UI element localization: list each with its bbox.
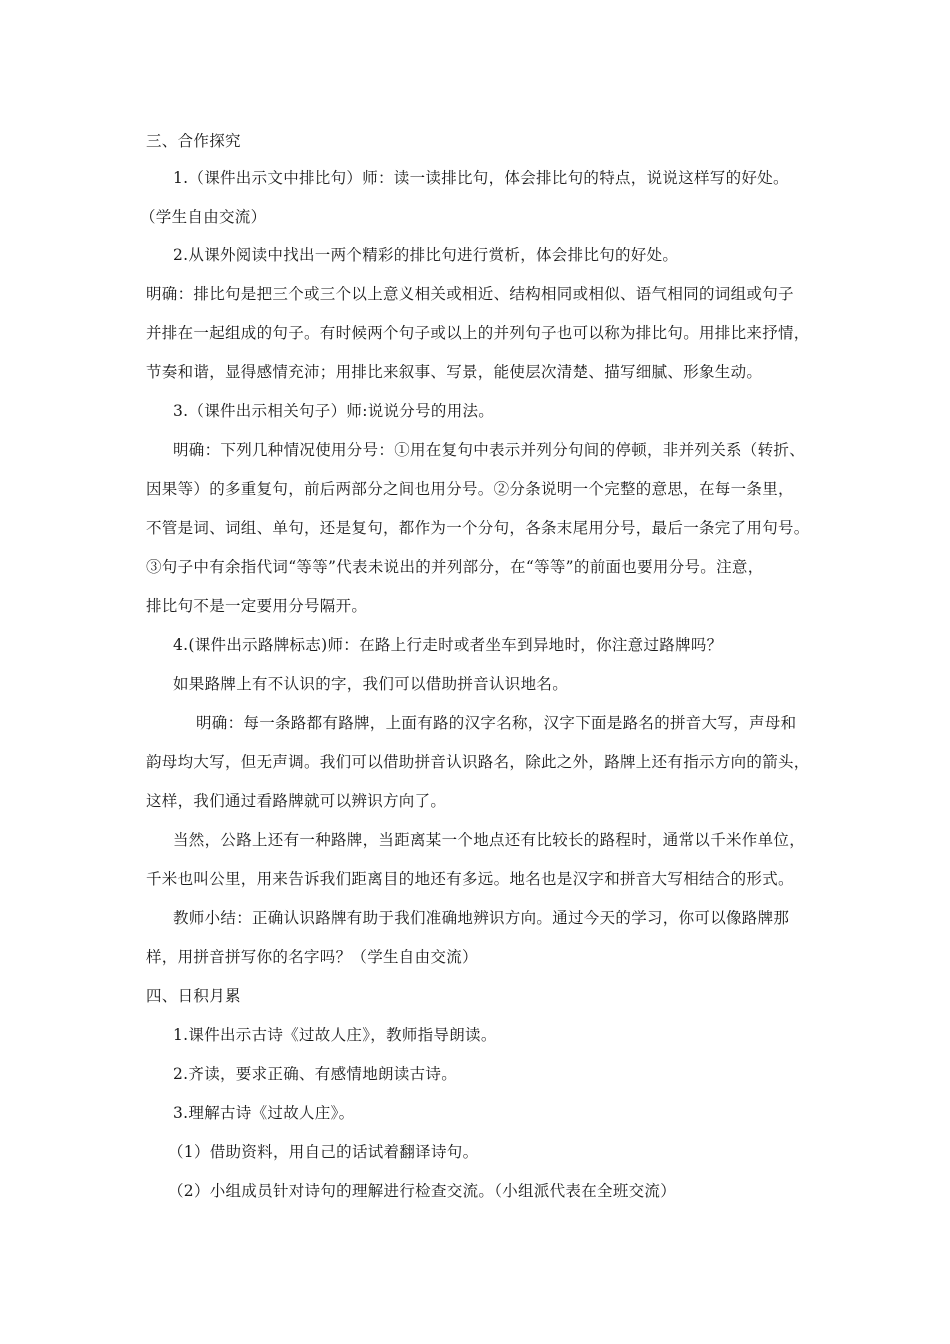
paragraph-line: 不管是词、词组、单句，还是复句，都作为一个分句，各条末尾用分号，最后一条完了用句号。 [146,519,810,537]
paragraph-line: 当然，公路上还有一种路牌，当距离某一个地点还有比较长的路程时，通常以千米作单位， [173,831,806,849]
paragraph-line: 明确：排比句是把三个或三个以上意义相关或相近、结构相同或相似、语气相同的词组或句子 [146,285,794,303]
paragraph-line: 因果等）的多重复句，前后两部分之间也用分号。②分条说明一个完整的意思，在每一条里， [146,480,794,498]
paragraph-line: 3.（课件出示相关句子）师:说说分号的用法。 [173,402,495,420]
paragraph-line: 明确：下列几种情况使用分号：①用在复句中表示并列分句间的停顿，非并列关系（转折、 [173,441,806,459]
paragraph-line: 教师小结：正确认识路牌有助于我们准确地辨识方向。通过今天的学习，你可以像路牌那 [173,909,790,927]
paragraph-line: 千米也叫公里，用来告诉我们距离目的地还有多远。地名也是汉字和拼音大写相结合的形式。 [146,870,794,888]
paragraph-line: 1.课件出示古诗《过故人庄》，教师指导朗读。 [173,1026,497,1044]
paragraph-line: （1）借助资料，用自己的话试着翻译诗句。 [168,1143,479,1161]
paragraph-line: 1.（课件出示文中排比句）师：读一读排比句，体会排比句的特点，说说这样写的好处。 [173,169,789,187]
paragraph-line: 这样，我们通过看路牌就可以辨识方向了。 [146,792,447,810]
paragraph-line: （学生自由交流） [140,208,267,226]
paragraph-line: 韵母均大写，但无声调。我们可以借助拼音认识路名，除此之外，路牌上还有指示方向的箭头， [146,753,810,771]
paragraph-line: 明确：每一条路都有路牌，上面有路的汉字名称，汉字下面是路名的拼音大写，声母和 [196,714,797,732]
paragraph-line: 并排在一起组成的句子。有时候两个句子或以上的并列句子也可以称为排比句。用排比来抒情， [146,324,810,342]
paragraph-line: 如果路牌上有不认识的字，我们可以借助拼音认识地名。 [173,675,569,693]
section-heading-daily-accumulation: 四、日积月累 [146,987,241,1005]
paragraph-line: 排比句不是一定要用分号隔开。 [146,597,368,615]
paragraph-line: 4.(课件出示路牌标志)师：在路上行走时或者坐车到异地时，你注意过路牌吗？ [173,636,723,654]
paragraph-line: 节奏和谐，显得感情充沛；用排比来叙事、写景，能使层次清楚、描写细腻、形象生动。 [146,363,763,381]
paragraph-line: （2）小组成员针对诗句的理解进行检查交流。（小组派代表在全班交流） [168,1182,677,1200]
paragraph-line: ③句子中有余指代词“等等”代表未说出的并列部分，在“等等”的前面也要用分号。注意， [146,558,764,576]
paragraph-line: 2.齐读，要求正确、有感情地朗读古诗。 [173,1065,457,1083]
paragraph-line: 3.理解古诗《过故人庄》。 [173,1104,355,1122]
paragraph-line: 样，用拼音拼写你的名字吗？（学生自由交流） [146,948,478,966]
section-heading-cooperative-inquiry: 三、合作探究 [146,132,241,150]
paragraph-line: 2.从课外阅读中找出一两个精彩的排比句进行赏析，体会排比句的好处。 [173,246,679,264]
